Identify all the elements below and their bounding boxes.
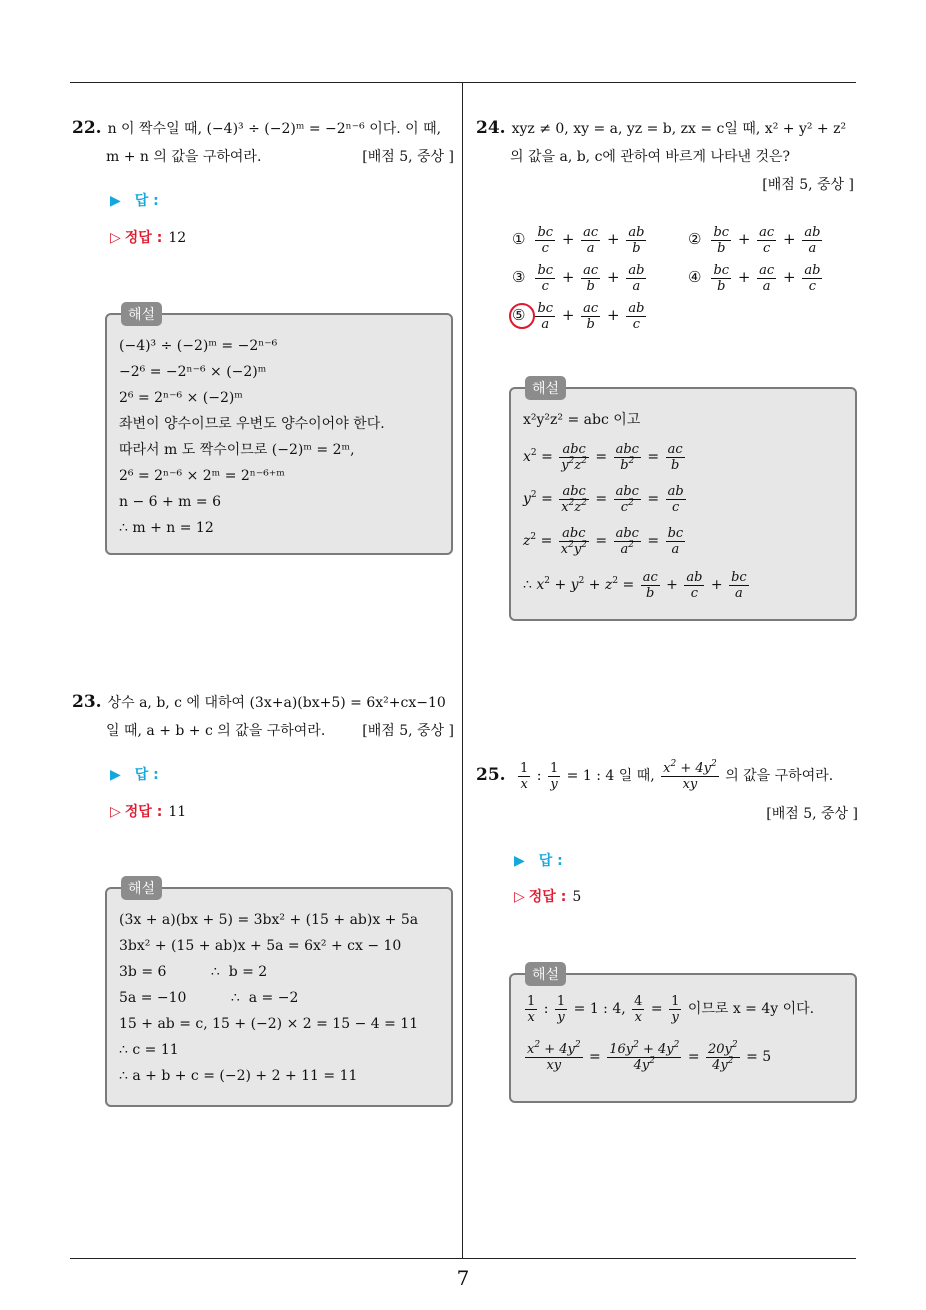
solution-line: 따라서 m 도 짝수이므로 (−2)ᵐ = 2ᵐ,	[119, 442, 355, 458]
plus-sign: +	[778, 268, 801, 286]
plus-sign: +	[557, 306, 580, 324]
plus-sign: +	[778, 230, 801, 248]
plus-sign: +	[602, 230, 625, 248]
plus-sign: +	[733, 268, 756, 286]
correct-value: 5	[572, 889, 582, 905]
option-3[interactable]	[512, 260, 648, 294]
column-divider	[462, 82, 463, 1258]
solution-line: ∴ $x^2 + y^2 + z^2$ = $\frac{ac}{b}$ + $\frac{ab}{c}$ + $\frac{bc}{a}$	[523, 569, 747, 601]
option-mark: ①	[512, 230, 526, 248]
answer-line	[110, 764, 159, 784]
fraction: $\frac{bc}{c}$	[537, 224, 554, 256]
question-text-line1: xyz ≠ 0, xy = a, yz = b, zx = c일 때, x² + y² + z²	[511, 121, 847, 137]
play-icon: ▶	[110, 193, 121, 209]
question-22	[72, 114, 454, 171]
solution-line: $z^2$ = $\frac{\text{abc}}{x^2y^2}$ = $\frac{\text{abc}}{a^2}$ = $\frac{bc}{a}$	[523, 525, 684, 557]
outline-arrow-icon: ▷	[514, 889, 525, 905]
fraction: $\frac{ab}{a}$	[628, 262, 645, 294]
points-label: [배점 5, 중상 ]	[362, 149, 454, 165]
solution-line: 5a = −10 ∴ a = −2	[119, 990, 299, 1006]
solution-line: $\frac{1}{x}$ : $\frac{1}{y}$ = 1 : 4, $\frac{4}{x}$ = $\frac{1}{y}$ 이므로 x = 4y 이다.	[527, 993, 815, 1025]
points-label: [배점 5, 중상 ]	[766, 806, 858, 822]
fraction: $\frac{ac}{b}$	[583, 262, 599, 294]
solution-line: n − 6 + m = 6	[119, 494, 221, 510]
question-text-end: 의 값을 구하여라.	[725, 768, 834, 784]
solution-tag: 해설	[121, 876, 162, 900]
solution-line: $x^2$ = $\frac{\text{abc}}{y^2z^2}$ = $\frac{\text{abc}}{b^2}$ = $\frac{ac}{b}$	[523, 441, 683, 473]
solution-line: ∴ a + b + c = (−2) + 2 + 11 = 11	[119, 1068, 358, 1084]
correct-value: 12	[168, 230, 187, 246]
top-rule	[70, 82, 856, 83]
fraction: $\frac{ab}{c}$	[804, 262, 821, 294]
solution-tag: 해설	[525, 962, 566, 986]
question-text-line1: 상수 a, b, c 에 대하여 (3x+a)(bx+5) = 6x²+cx−10	[107, 695, 446, 711]
fraction: $\frac{1}{y}$	[549, 760, 559, 792]
solution-tag: 해설	[525, 376, 566, 400]
answer-label: 답 :	[134, 193, 159, 209]
solution-line: (3x + a)(bx + 5) = 3bx² + (15 + ab)x + 5a	[119, 912, 419, 928]
question-number: 25.	[476, 765, 506, 785]
plus-sign: +	[602, 268, 625, 286]
solution-box	[105, 881, 453, 1107]
solution-line: 3bx² + (15 + ab)x + 5a = 6x² + cx − 10	[119, 938, 402, 954]
selected-answer-mark	[509, 303, 535, 329]
fraction: $\frac{ac}{a}$	[759, 262, 775, 294]
points-label: [배점 5, 중상 ]	[362, 723, 454, 739]
solution-line: $y^2$ = $\frac{\text{abc}}{x^2z^2}$ = $\frac{\text{abc}}{c^2}$ = $\frac{ab}{c}$	[523, 483, 684, 515]
plus-sign: +	[602, 306, 625, 324]
fraction: $\frac{ab}{a}$	[804, 224, 821, 256]
solution-line: 15 + ab = c, 15 + (−2) × 2 = 15 − 4 = 11	[119, 1016, 419, 1032]
solution-box	[509, 967, 857, 1103]
fraction: $\frac{x^2 + 4y^2}{xy}$	[663, 758, 717, 792]
question-text-line2: 의 값을 a, b, c에 관하여 바르게 나타낸 것은?	[510, 149, 791, 165]
option-mark: ④	[688, 268, 702, 286]
answer-line	[110, 190, 159, 210]
fraction: $\frac{ac}{b}$	[583, 300, 599, 332]
fraction: $\frac{bc}{b}$	[713, 262, 730, 294]
solution-box	[105, 307, 453, 555]
plus-sign: +	[733, 230, 756, 248]
question-24	[476, 114, 858, 199]
outline-arrow-icon: ▷	[110, 804, 121, 820]
question-number: 24.	[476, 118, 506, 138]
correct-answer	[514, 886, 581, 906]
outline-arrow-icon: ▷	[110, 230, 121, 246]
fraction: $\frac{ac}{c}$	[759, 224, 775, 256]
question-25: 25. $\frac{1}{x}$ : $\frac{1}{y}$ = 1 : 4 일 때, $\frac{x^2 + 4y^2}{xy}$ 의 값을 구하여라.	[476, 758, 834, 792]
play-icon: ▶	[514, 853, 525, 869]
question-text-line2: 일 때, a + b + c 의 값을 구하여라.	[106, 723, 326, 739]
solution-line: 3b = 6 ∴ b = 2	[119, 964, 268, 980]
fraction: $\frac{ac}{a}$	[583, 224, 599, 256]
bottom-rule	[70, 1258, 856, 1259]
solution-line: 2⁶ = 2ⁿ⁻⁶ × (−2)ᵐ	[119, 390, 243, 406]
solution-line: 2⁶ = 2ⁿ⁻⁶ × 2ᵐ = 2ⁿ⁻⁶⁺ᵐ	[119, 468, 285, 484]
fraction: $\frac{bc}{a}$	[537, 300, 554, 332]
correct-label: 정답 :	[124, 804, 163, 820]
fraction: $\frac{ab}{c}$	[628, 300, 645, 332]
option-2[interactable]	[688, 222, 824, 256]
answer-label: 답 :	[538, 853, 563, 869]
plus-sign: +	[557, 268, 580, 286]
question-number: 23.	[72, 692, 102, 712]
question-text-line2: m + n 의 값을 구하여라.	[106, 149, 262, 165]
solution-line: −2⁶ = −2ⁿ⁻⁶ × (−2)ᵐ	[119, 364, 267, 380]
correct-answer	[110, 227, 186, 247]
question-number: 22.	[72, 118, 102, 138]
answer-label: 답 :	[134, 767, 159, 783]
correct-label: 정답 :	[528, 889, 567, 905]
points-label: [배점 5, 중상 ]	[762, 177, 854, 193]
correct-value: 11	[168, 804, 187, 820]
fraction: $\frac{ab}{b}$	[628, 224, 645, 256]
option-mark: ⑤	[512, 306, 526, 324]
plus-sign: +	[557, 230, 580, 248]
option-mark: ②	[688, 230, 702, 248]
correct-answer	[110, 801, 186, 821]
option-1[interactable]	[512, 222, 648, 256]
fraction: $\frac{bc}{b}$	[713, 224, 730, 256]
question-text-mid: 일 때,	[618, 768, 655, 784]
solution-line: ∴ c = 11	[119, 1042, 179, 1058]
question-text-line1: n 이 짝수일 때, (−4)³ ÷ (−2)ᵐ = −2ⁿ⁻⁶ 이다. 이 때,	[107, 121, 442, 137]
question-23	[72, 688, 454, 745]
solution-line: $\frac{x^2 + 4y^2}{xy}$ = $\frac{16y^2 + 4y^2}{4y^2}$ = $\frac{20y^2}{4y^2}$ = 5	[527, 1039, 772, 1073]
solution-line: 좌변이 양수이므로 우변도 양수이어야 한다.	[119, 416, 385, 432]
solution-line: (−4)³ ÷ (−2)ᵐ = −2ⁿ⁻⁶	[119, 338, 278, 354]
solution-tag: 해설	[121, 302, 162, 326]
fraction: $\frac{bc}{c}$	[537, 262, 554, 294]
solution-line: ∴ m + n = 12	[119, 520, 214, 536]
fraction: $\frac{1}{x}$	[520, 760, 529, 792]
points-row	[476, 800, 858, 828]
play-icon: ▶	[110, 767, 121, 783]
correct-label: 정답 :	[124, 230, 163, 246]
page-number: 7	[456, 1266, 470, 1290]
solution-box	[509, 381, 857, 621]
option-mark: ③	[512, 268, 526, 286]
solution-line: x²y²z² = abc 이고	[523, 412, 641, 428]
solution-text: 이므로 x = 4y 이다.	[687, 1001, 815, 1017]
option-4[interactable]	[688, 260, 824, 294]
answer-line	[514, 850, 563, 870]
